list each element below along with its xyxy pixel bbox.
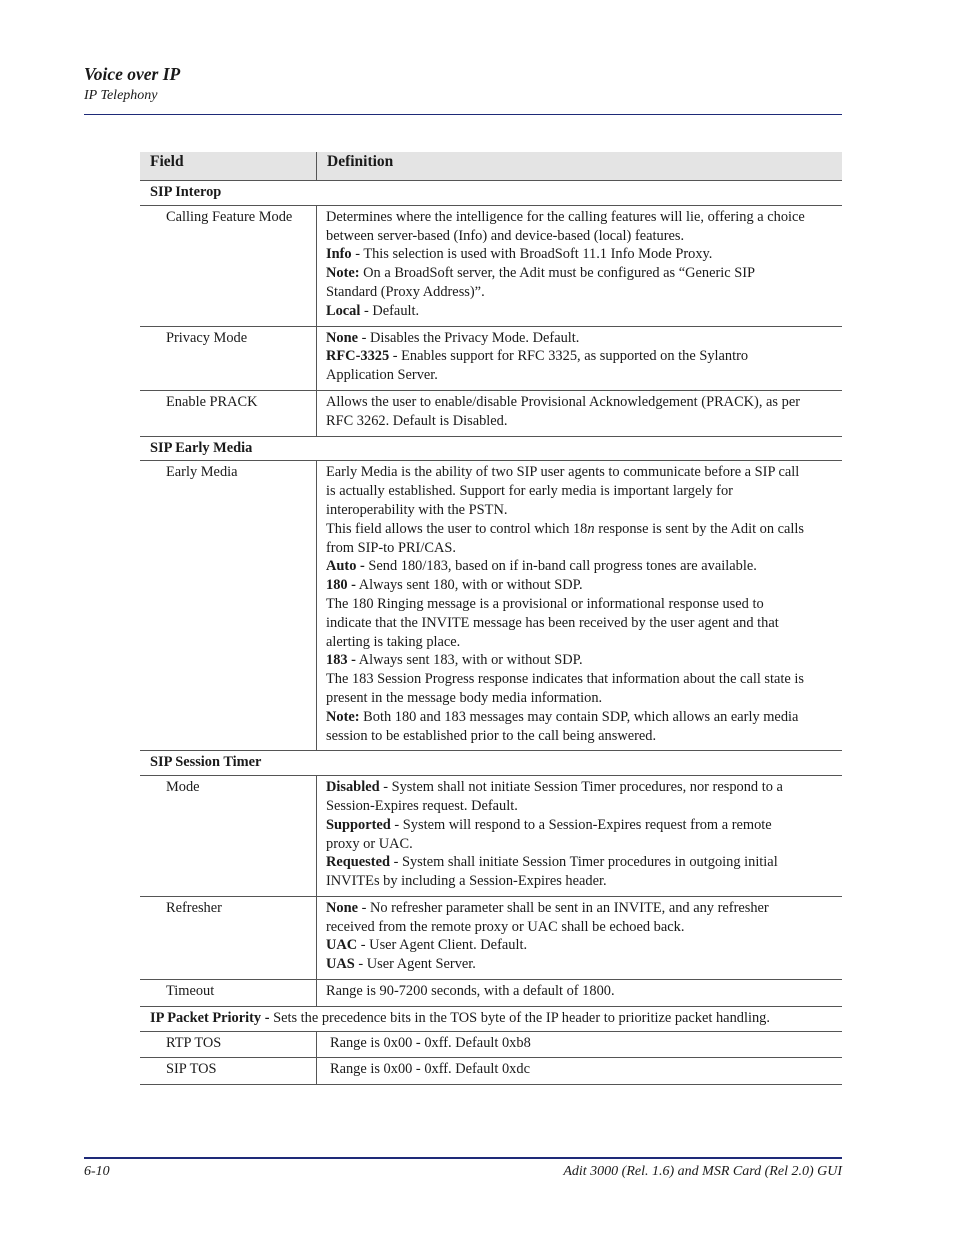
option-text: - Default. (360, 302, 420, 319)
definition-line (326, 302, 839, 321)
table-row (140, 326, 842, 390)
option-text: - System will respond to a Session-Expires request from a remote (390, 816, 772, 833)
definition-line: Early Media is the ability of two SIP user agents to communicate before a SIP call (326, 464, 800, 481)
field-name: Enable PRACK (140, 390, 317, 436)
definition-cell (317, 776, 843, 897)
section-row-ip-packet-priority (140, 1006, 842, 1031)
footer-rule (84, 1157, 842, 1159)
definition-line: from SIP-to PRI/CAS. (326, 539, 456, 556)
field-definition-table (140, 152, 842, 1085)
definition-line (326, 955, 839, 974)
option-term: RFC-3325 (326, 348, 390, 365)
option-text: - Disables the Privacy Mode. Default. (357, 329, 580, 346)
option-term: Disabled (326, 779, 380, 796)
definition-cell (317, 326, 843, 390)
definition-line: interoperability with the PSTN. (326, 501, 508, 518)
definition-line (326, 245, 839, 264)
definition-line (326, 708, 839, 727)
definition-line: present in the message body media information. (326, 689, 603, 706)
option-term: Info (326, 246, 352, 263)
definition-line: The 183 Session Progress response indicates that information about the call state is (326, 671, 804, 688)
definition-line (326, 651, 839, 670)
option-term: 180 - (326, 577, 356, 594)
definition-line (326, 899, 839, 918)
note-text: Both 180 and 183 messages may contain SDP, which allows an early media (359, 708, 799, 725)
option-term: Requested (326, 854, 390, 871)
definition-cell (317, 1031, 843, 1058)
definition-line: received from the remote proxy or UAC shall be echoed back. (326, 918, 685, 935)
note-label: Note: (326, 265, 360, 282)
definition-line (326, 936, 839, 955)
section-subtitle: IP Telephony (84, 88, 158, 103)
table-row (140, 1031, 842, 1058)
option-text: - User Agent Client. Default. (357, 937, 528, 954)
option-term: Auto - (326, 558, 365, 575)
definition-cell (317, 1058, 843, 1085)
table-row (140, 776, 842, 897)
document-title: Adit 3000 (Rel. 1.6) and MSR Card (Rel 2.0) GUI (563, 1164, 842, 1179)
definition-line: Range is 0x00 - 0xff. Default 0xdc (330, 1061, 530, 1078)
option-text: - Enables support for RFC 3325, as supported on the Sylantro (389, 348, 749, 365)
definition-line (326, 520, 839, 539)
section-description: Sets the precedence bits in the TOS byte of the IP header to prioritize packet handling. (269, 1009, 770, 1026)
section-row-sip-session-timer (140, 751, 842, 776)
field-name: RTP TOS (140, 1031, 317, 1058)
page-number: 6-10 (84, 1164, 110, 1179)
definition-line: Range is 90-7200 seconds, with a default of 1800. (326, 983, 615, 1000)
definition-cell (317, 205, 843, 326)
option-term: Local (326, 302, 361, 319)
definition-line: RFC 3262. Default is Disabled. (326, 412, 508, 429)
definition-line: Allows the user to enable/disable Provisional Acknowledgement (PRACK), as per (326, 393, 801, 410)
definition-cell (317, 980, 843, 1007)
option-term: UAC (326, 937, 358, 954)
definition-text: This field allows the user to control which 18 (326, 520, 588, 537)
option-term: None (326, 329, 358, 346)
definition-line: indicate that the INVITE message has been received by the user agent and that (326, 614, 779, 631)
table-row (140, 390, 842, 436)
definition-line: is actually established. Support for early media is important largely for (326, 483, 733, 500)
definition-line (326, 329, 839, 348)
definition-line: alerting is taking place. (326, 633, 461, 650)
section-label: SIP Session Timer (140, 751, 842, 776)
definition-cell (317, 896, 843, 979)
definition-text: response is sent by the Adit on calls (594, 520, 805, 537)
definition-line: proxy or UAC. (326, 835, 413, 852)
definition-line: Application Server. (326, 367, 438, 384)
field-name: Calling Feature Mode (140, 205, 317, 326)
table-row (140, 461, 842, 751)
italic-variable: n (587, 520, 595, 537)
note-label: Note: (326, 708, 360, 725)
definition-cell (317, 461, 843, 751)
option-text: - This selection is used with BroadSoft 11.1 Info Mode Proxy. (351, 246, 713, 263)
option-term: 183 - (326, 652, 356, 669)
table-row (140, 980, 842, 1007)
column-header-field: Field (140, 152, 317, 181)
definition-line: INVITEs by including a Session-Expires header. (326, 873, 607, 890)
definition-line (326, 853, 839, 872)
field-name: SIP TOS (140, 1058, 317, 1085)
section-row-sip-early-media (140, 436, 842, 461)
definition-line (326, 816, 839, 835)
option-term: UAS (326, 956, 355, 973)
column-header-definition: Definition (317, 152, 843, 181)
section-label: SIP Early Media (140, 436, 842, 461)
definition-line (326, 778, 839, 797)
field-name: Refresher (140, 896, 317, 979)
definition-line (326, 347, 839, 366)
field-name: Mode (140, 776, 317, 897)
definition-line: between server-based (Info) and device-based (local) features. (326, 227, 685, 244)
section-term: IP Packet Priority - (150, 1009, 270, 1026)
table-header-row (140, 152, 842, 181)
option-term: Supported (326, 816, 391, 833)
header-rule (84, 114, 842, 115)
option-text: Send 180/183, based on if in-band call progress tones are available. (364, 558, 757, 575)
section-label: SIP Interop (140, 181, 842, 206)
option-term: None (326, 899, 358, 916)
field-name: Privacy Mode (140, 326, 317, 390)
definition-line: Determines where the intelligence for the calling features will lie, offering a choice (326, 208, 805, 225)
definition-line (326, 576, 839, 595)
field-name: Early Media (140, 461, 317, 751)
definition-line: Standard (Proxy Address)”. (326, 283, 485, 300)
section-label (140, 1006, 842, 1031)
table-row (140, 205, 842, 326)
definition-line: Session-Expires request. Default. (326, 797, 518, 814)
option-text: Always sent 183, with or without SDP. (355, 652, 583, 669)
section-row-sip-interop (140, 181, 842, 206)
definition-line: session to be established prior to the call being answered. (326, 727, 657, 744)
option-text: - User Agent Server. (354, 956, 476, 973)
section-title: Voice over IP (84, 64, 181, 84)
definition-line (326, 264, 839, 283)
option-text: Always sent 180, with or without SDP. (355, 577, 583, 594)
option-text: - System shall not initiate Session Timer procedures, nor respond to a (379, 779, 783, 796)
table-row (140, 1058, 842, 1085)
option-text: - System shall initiate Session Timer procedures in outgoing initial (389, 854, 778, 871)
definition-cell (317, 390, 843, 436)
definition-line (326, 557, 839, 576)
definition-line: The 180 Ringing message is a provisional or informational response used to (326, 595, 764, 612)
option-text: - No refresher parameter shall be sent in an INVITE, and any refresher (357, 899, 769, 916)
definition-line: Range is 0x00 - 0xff. Default 0xb8 (330, 1034, 531, 1051)
note-text: On a BroadSoft server, the Adit must be configured as “Generic SIP (359, 265, 756, 282)
field-name: Timeout (140, 980, 317, 1007)
table-row (140, 896, 842, 979)
